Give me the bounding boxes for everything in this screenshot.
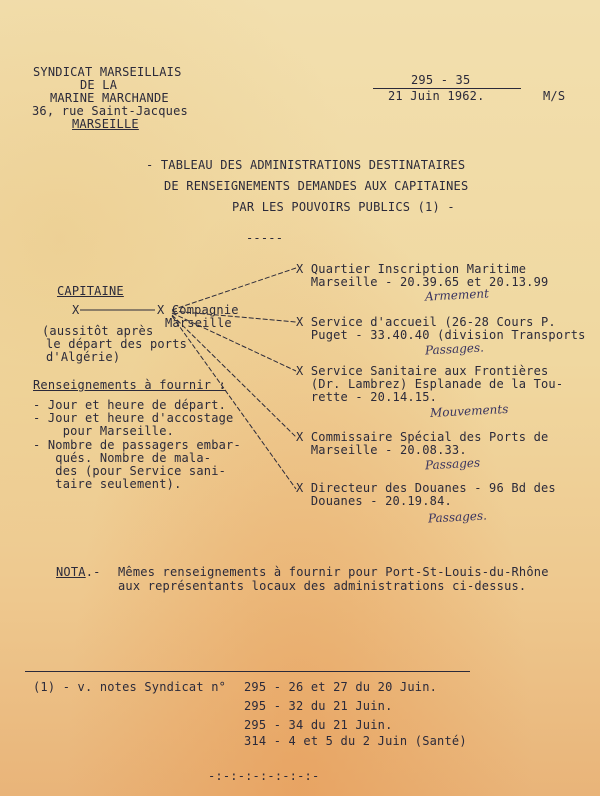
nota-label: [56, 566, 101, 579]
info-item: - Nombre de passagers embar-: [33, 438, 241, 452]
reference-initials: M/S: [543, 89, 566, 103]
title-line: PAR LES POUVOIRS PUBLICS (1) -: [232, 200, 455, 214]
company-name: X Compagnie: [157, 303, 239, 317]
sender-line: SYNDICAT MARSEILLAIS: [33, 65, 182, 79]
nota-line: aux représentants locaux des administrations ci-dessus.: [118, 579, 527, 593]
timing-note: le départ des ports: [46, 337, 188, 351]
company-city: Marseille: [165, 316, 232, 330]
nota-line: Mêmes renseignements à fournir pour Port-St-Louis-du-Rhône: [118, 565, 549, 579]
reference-number: 295 - 35: [411, 73, 471, 87]
sender-address: 36, rue Saint-Jacques: [32, 104, 188, 118]
recipient-line: (Dr. Lambrez) Esplanade de la Tou-: [296, 377, 564, 391]
recipient-line: X Service d'accueil (26-28 Cours P.: [296, 315, 556, 329]
info-item: qués. Nombre de mala-: [33, 451, 212, 465]
recipient-line: Marseille - 20.39.65 et 20.13.99: [296, 275, 549, 289]
info-item: des (pour Service sani-: [33, 464, 227, 478]
recipient-line: X Directeur des Douanes - 96 Bd des: [296, 481, 556, 495]
handwritten-note: Passages: [424, 455, 481, 473]
footnote-rule: [25, 671, 470, 672]
footnote-ref: 295 - 34 du 21 Juin.: [244, 718, 393, 732]
info-heading: Renseignements à fournir :: [33, 378, 227, 392]
recipient-line: X Commissaire Spécial des Ports de: [296, 430, 549, 444]
reference-date: 21 Juin 1962.: [388, 89, 485, 103]
footnote-ref: 314 - 4 et 5 du 2 Juin (Santé): [244, 734, 467, 748]
recipient-line: Douanes - 20.19.84.: [296, 494, 452, 508]
recipient-line: X Service Sanitaire aux Frontières: [296, 364, 549, 378]
info-item: pour Marseille.: [33, 424, 175, 438]
nota-label-suffix: .-: [85, 565, 101, 579]
footnote-ref: 295 - 26 et 27 du 20 Juin.: [244, 680, 438, 694]
info-item: - Jour et heure de départ.: [33, 398, 227, 412]
sender-city: MARSEILLE: [72, 117, 139, 131]
capitaine-label: CAPITAINE: [57, 284, 124, 298]
info-item: - Jour et heure d'accostage: [33, 411, 234, 425]
timing-note: d'Algérie): [46, 350, 121, 364]
title-line: DE RENSEIGNEMENTS DEMANDES AUX CAPITAINES: [164, 179, 469, 193]
capitaine-mark: X: [72, 303, 80, 317]
end-mark: -:-:-:-:-:-:-:-: [208, 769, 320, 783]
title-line: - TABLEAU DES ADMINISTRATIONS DESTINATAIRES: [146, 158, 466, 172]
recipient-line: Marseille - 20.08.33.: [296, 443, 467, 457]
sender-line: MARINE MARCHANDE: [50, 91, 169, 105]
recipient-line: Puget - 33.40.40 (division Transports: [296, 328, 586, 342]
handwritten-note: Mouvements: [429, 401, 509, 421]
title-separator: -----: [246, 231, 284, 245]
handwritten-note: Passages.: [424, 340, 485, 358]
handwritten-note: Armement: [424, 286, 490, 304]
footnote-prefix: (1) - v. notes Syndicat n°: [33, 680, 227, 694]
handwritten-note: Passages.: [427, 508, 488, 526]
footnote-ref: 295 - 32 du 21 Juin.: [244, 699, 393, 713]
timing-note: (aussitôt après: [42, 324, 154, 338]
info-item: taire seulement).: [33, 477, 182, 491]
recipient-line: rette - 20.14.15.: [296, 390, 438, 404]
sender-line: DE LA: [80, 78, 118, 92]
nota-label-text: NOTA: [56, 565, 86, 579]
recipient-line: X Quartier Inscription Maritime: [296, 262, 527, 276]
